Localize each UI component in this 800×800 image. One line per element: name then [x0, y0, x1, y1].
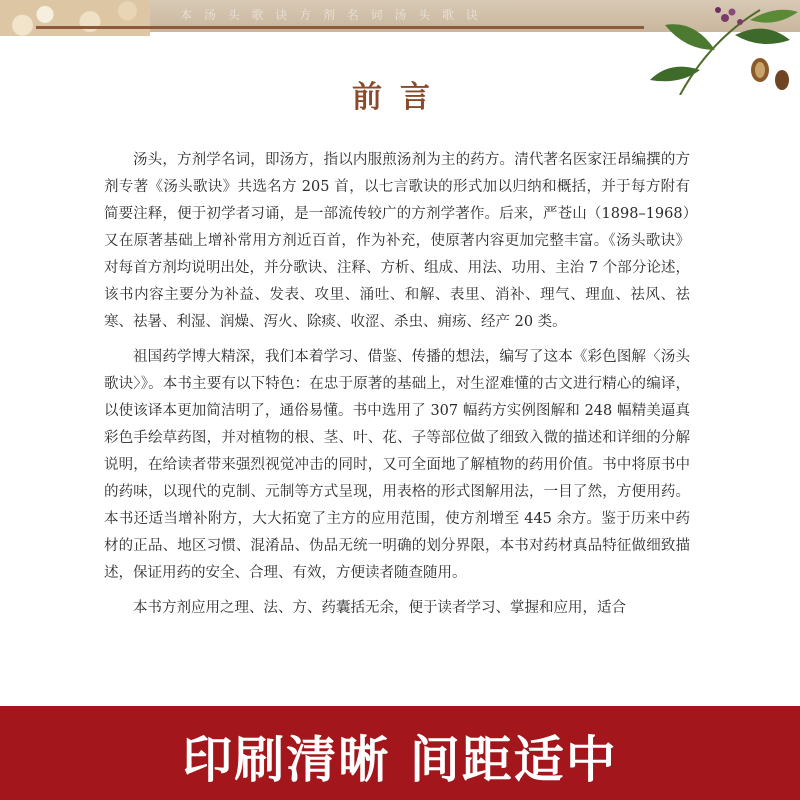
header-watermark-text: 本 汤 头 歌 诀 方 剂 名 词 汤 头 歌 诀: [180, 8, 482, 22]
page-title: 前言: [352, 80, 448, 115]
dried-herb-image: [0, 0, 150, 36]
promo-banner-text: 印刷清晰 间距适中: [182, 731, 618, 789]
paragraph: 本书方剂应用之理、法、方、药囊括无余，便于读者学习、掌握和应用，适合: [133, 600, 626, 616]
header-rule: [36, 26, 644, 29]
paragraph: 汤头，方剂学名词，即汤方，指以内服煎汤剂为主的药方。清代著名医家汪昂编撰的方剂专著《汤头歌诀》共选名方 205 首，以七言歌诀的形式加以归纳和概括，并于每方附有简要注释，便于初学者习诵，是一部流传较广的方剂学著作。后来，严苍山（1898–1968）又在原著基础上增补常用方剂近百首，作为补充，使原著内容更加完整丰富。《汤头歌诀》对每首方剂均说明出处，并分歌诀、注释、方析、组成、用法、功用、主治 7 个部分论述，该书内容主要分为补益、发表、攻里、涌吐、和解、表里、消补、理气、理血、祛风、祛寒、祛暑、利湿、润燥、泻火、除痰、收涩、杀虫、痈疡、经产 20 类。: [104, 152, 690, 330]
paragraph: 祖国药学博大精深，我们本着学习、借鉴、传播的想法，编写了这本《彩色图解〈汤头歌诀〉》。本书主要有以下特色：在忠于原著的基础上，对生涩难懂的古文进行精心的编译，以使该译本更加简洁明了，通俗易懂。书中选用了 307 幅药方实例图解和 248 幅精美逼真彩色手绘草药图，并对植物的根、茎、叶、花、子等部位做了细致入微的描述和详细的分解说明，在给读者带来强烈视觉冲击的同时，又可全面地了解植物的药用价值。书中将原书中的药味，以现代的克制、元制等方式呈现，用表格的形式图解用法，一目了然，方便用药。本书还适当增补附方，大大拓宽了主方的应用范围，使方剂增至 445 余方。鉴于历来中药材的正品、地区习惯、混淆品、伪品无统一明确的划分界限，本书对药材真品特征做细致描述，保证用药的安全、合理、有效，方便读者随查随用。: [104, 349, 690, 581]
body-text: [104, 147, 690, 630]
